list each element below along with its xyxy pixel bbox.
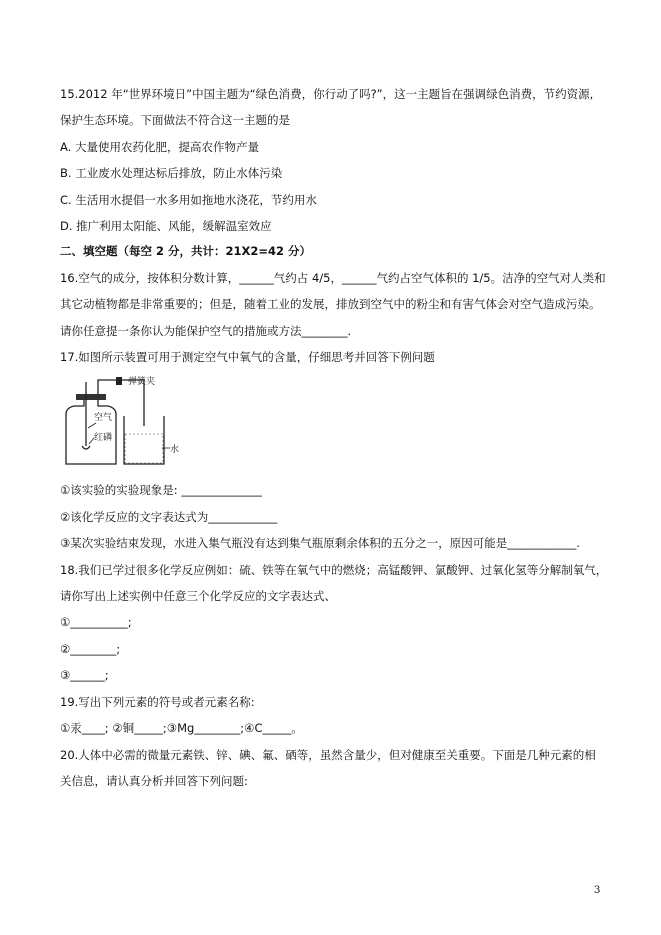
- q19-stem: 19.写出下列元素的符号或者元素名称:: [60, 695, 255, 709]
- page-number: 3: [594, 885, 601, 896]
- q15-option-c: C. 生活用水提倡一水多用如拖地水浇花，节约用水: [60, 193, 317, 207]
- q17-sub1: ①该实验的实验现象是: ______________: [60, 483, 262, 497]
- q15-option-b: B. 工业废水处理达标后排放，防止水体污染: [60, 166, 283, 180]
- beaker-water: [125, 434, 163, 463]
- q15-line1: 15.2012 年“世界环境日”中国主题为“绿色消费，你行动了吗?”，这一主题旨在强调绿色消费，节约资源,: [60, 87, 594, 101]
- q15-line2: 保护生态环境。下面做法不符合这一主题的是: [60, 113, 290, 127]
- air-label: 空气: [94, 413, 113, 423]
- q17-sub3: ③某次实验结束发现，水进入集气瓶没有达到集气瓶原剩余体积的五分之一，原因可能是____________.: [60, 536, 580, 550]
- q17-sub2: ②该化学反应的文字表达式为____________: [60, 510, 278, 524]
- q15-option-a: A. 大量使用农药化肥，提高农作物产量: [60, 140, 259, 154]
- q19-answers: ①汞____; ②铜_____;③Mg________;④C_____。: [60, 721, 303, 735]
- clamp-label: 弹簧夹: [128, 377, 156, 387]
- q16-line1: 16.空气的成分，按体积分数计算，______气约占 4/5，______气约占空气体积的 1/5。洁净的空气对人类和: [60, 271, 606, 285]
- stopper: [76, 394, 106, 400]
- q18-line1: 18.我们已学过很多化学反应例如：硫、铁等在氧气中的燃烧；高锰酸钾、氯酸钾、过氧化氢等分解制氧气，: [60, 563, 608, 577]
- q15-option-d: D. 推广利用太阳能、风能，缓解温室效应: [60, 219, 272, 233]
- q17-stem: 17.如图所示装置可用于测定空气中氧气的含量，仔细思考并回答下例问题: [60, 350, 435, 364]
- section2-title: 二、填空题（每空 2 分，共计：21X2=42 分）: [60, 244, 312, 258]
- q18-sub2: ②________;: [60, 642, 121, 656]
- q20-line2: 关信息，请认真分析并回答下列问题:: [60, 774, 248, 788]
- q16-line2: 其它动植物都是非常重要的；但是，随着工业的发展，排放到空气中的粉尘和有害气体会对空气造成污染。: [60, 297, 601, 311]
- oxygen-measurement-apparatus: [58, 376, 188, 468]
- q16-line3: 请你任意提一条你认为能保护空气的措施或方法________.: [60, 324, 352, 338]
- water-label: 水: [170, 445, 180, 455]
- q18-line2: 请你写出上述实例中任意三个化学反应的文字表达式、: [60, 589, 336, 603]
- q20-line1: 20.人体中必需的微量元素铁、锌、碘、氟、硒等，虽然含量少，但对健康至关重要。下面是几种元素的相: [60, 748, 596, 762]
- phosphorus-label: 红磷: [94, 433, 113, 443]
- gas-bottle: [66, 398, 116, 464]
- spring-clamp: [116, 377, 122, 385]
- q18-sub3: ③______;: [60, 668, 109, 682]
- q18-sub1: ①__________;: [60, 615, 132, 629]
